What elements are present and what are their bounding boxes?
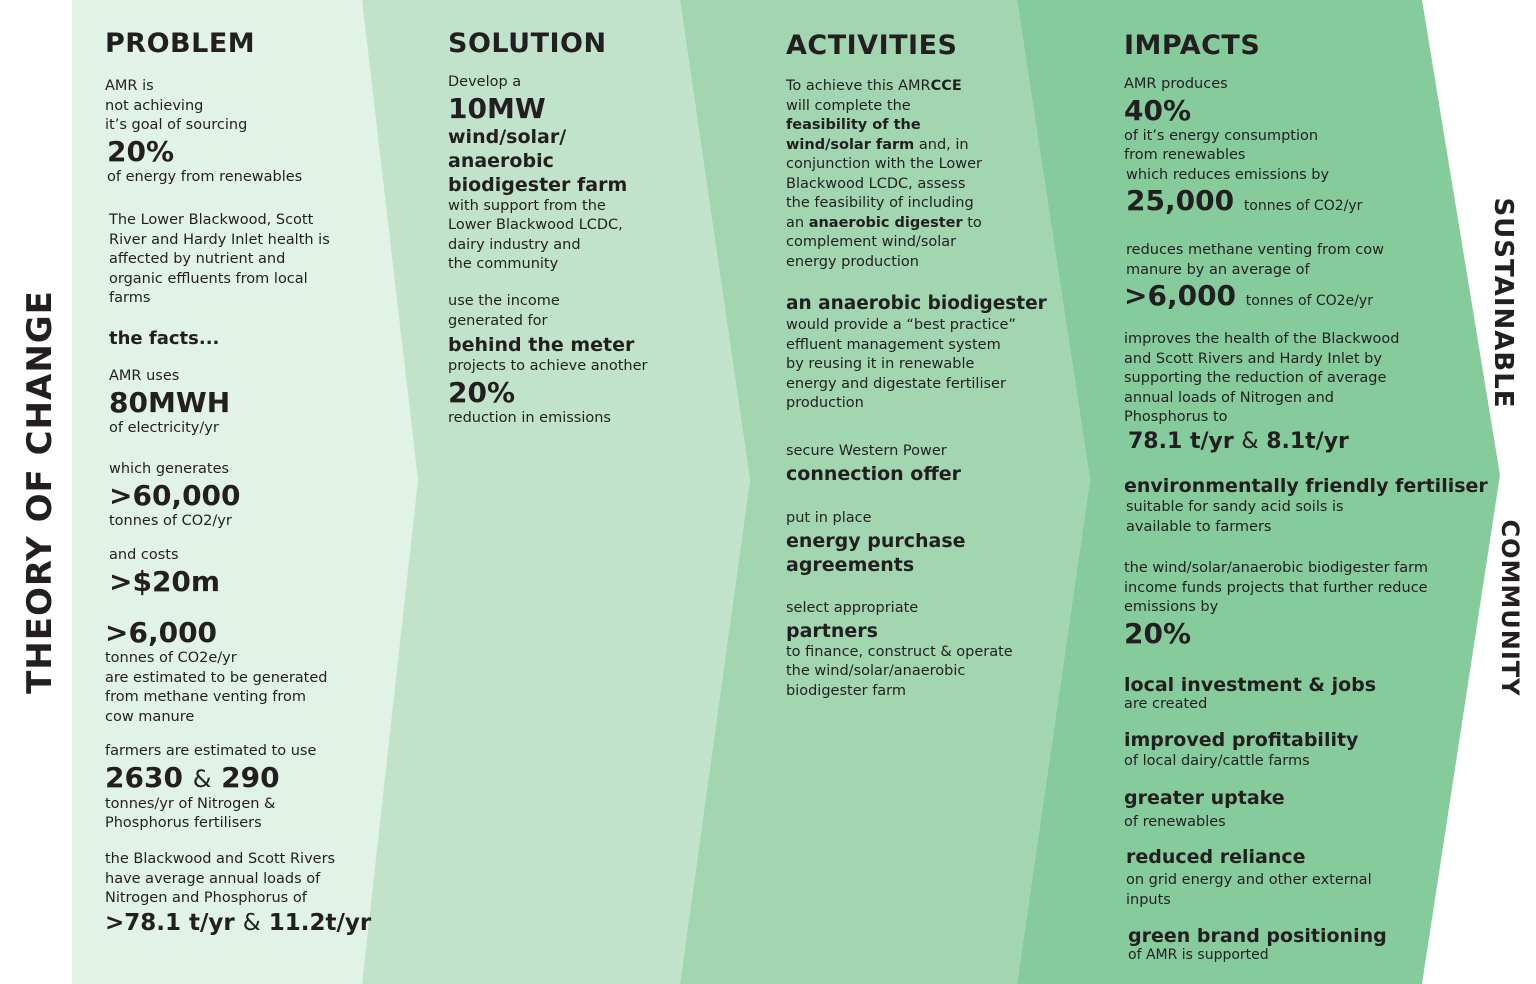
stat-8-1: 8.1t/yr <box>1266 428 1349 454</box>
stat-20-percent: 20% <box>448 375 516 409</box>
text-line: inputs <box>1126 891 1171 908</box>
biodigester-heading: an anaerobic biodigester <box>786 293 1047 314</box>
ampersand: & <box>242 909 261 936</box>
text-line: the community <box>448 256 559 272</box>
text-line: and Scott Rivers and Hardy Inlet by <box>1124 350 1382 367</box>
stat-25000 <box>1126 185 1362 222</box>
text-line: farmers are estimated to use <box>105 743 317 759</box>
text-line: of electricity/yr <box>109 419 219 436</box>
text-line: AMR uses <box>109 368 180 384</box>
text-line: the wind/solar/anaerobic biodigester farm <box>1124 560 1428 576</box>
text-line: which generates <box>109 461 230 477</box>
side-label-theory-of-change: THEORY OF CHANGE <box>20 290 60 694</box>
stat-health-loads <box>1128 428 1399 456</box>
text-line: emissions by <box>1124 599 1219 615</box>
stat-fertiliser <box>105 762 316 795</box>
problem-uses <box>109 367 230 438</box>
text-line: conjunction with the Lower <box>786 156 983 172</box>
text-part: to <box>962 214 982 231</box>
text-line: the feasibility of including <box>786 195 974 211</box>
brand-heading: green brand positioning <box>1128 925 1387 947</box>
behind-the-meter: behind the meter <box>448 334 635 356</box>
text-line: are created <box>1124 696 1208 712</box>
text-line: cow manure <box>105 708 195 725</box>
right-label-sustainable: SUSTAINABLE <box>1488 197 1518 409</box>
text-line: energy production <box>786 253 919 270</box>
text-line: it’s goal of sourcing <box>105 117 248 133</box>
text-line: of renewables <box>1124 814 1226 830</box>
text-line: and costs <box>109 547 179 563</box>
impacts-reliance <box>1126 845 1372 910</box>
text-part: To achieve this AMR <box>786 78 931 94</box>
text-line: Phosphorus to <box>1124 409 1228 425</box>
text-line: of energy from renewables <box>107 168 303 185</box>
impacts-produces <box>1124 75 1362 222</box>
text-part: and, in <box>914 136 969 153</box>
unit: tonnes of CO2/yr <box>1243 198 1363 214</box>
text-line: of local dairy/cattle farms <box>1124 753 1310 769</box>
text-line: improves the health of the Blackwood <box>1124 331 1400 347</box>
impacts-health <box>1124 330 1399 456</box>
text-line: agreements <box>786 553 915 576</box>
activities-partners <box>786 599 1013 701</box>
text-line: of AMR is supported <box>1128 947 1269 963</box>
stat-11-2: 11.2t/yr <box>268 909 372 936</box>
stat-6000-value: >6,000 <box>1124 279 1237 312</box>
text-line: from methane venting from <box>105 689 307 705</box>
uptake-heading: greater uptake <box>1124 787 1285 809</box>
text-line: feasibility of the <box>786 117 921 133</box>
facts-heading: the facts... <box>109 328 220 349</box>
text-line: by reusing it in renewable <box>786 356 975 372</box>
stat-20-percent: 20% <box>1124 616 1192 650</box>
right-label-community: COMMUNITY <box>1496 519 1524 697</box>
text-line: of it’s energy consumption <box>1124 127 1319 144</box>
problem-goal <box>105 77 302 187</box>
activities-title: ACTIVITIES <box>786 30 958 61</box>
unit: tonnes of CO2e/yr <box>1245 293 1373 309</box>
text-line: effluent management system <box>786 336 1001 353</box>
text-line: production <box>786 395 864 411</box>
impacts-methane <box>1126 241 1384 317</box>
text-line: organic effluents from local <box>109 270 308 287</box>
stat-20m: >$20m <box>109 564 221 598</box>
text-line <box>786 136 982 156</box>
solution-title: SOLUTION <box>448 28 607 59</box>
fertiliser-heading: environmentally friendly fertiliser <box>1124 475 1488 497</box>
text-line: use the income <box>448 293 560 309</box>
text-line: Blackwood LCDC, assess <box>786 175 966 192</box>
text-line: River and Hardy Inlet health is <box>109 231 330 248</box>
problem-methane <box>105 617 327 727</box>
text-line: secure Western Power <box>786 443 947 459</box>
text-line: biodigester farm <box>786 682 907 699</box>
text-part: an <box>786 214 809 231</box>
text-line: dairy industry and <box>448 236 581 253</box>
text-line <box>786 214 982 234</box>
text-line: available to farmers <box>1126 518 1272 535</box>
text-line: Nitrogen and Phosphorus of <box>105 890 307 906</box>
text-line: reduction in emissions <box>448 409 611 426</box>
stat-78-1: >78.1 t/yr <box>105 909 235 936</box>
stat-10mw: 10MW <box>448 91 546 125</box>
impacts-income <box>1124 559 1428 650</box>
text-line: reduces methane venting from cow <box>1126 242 1385 258</box>
text-line: AMR produces <box>1124 76 1228 92</box>
stat-25000-value: 25,000 <box>1126 184 1235 217</box>
impacts-profitability <box>1124 728 1358 772</box>
text-line: projects to achieve another <box>448 358 648 374</box>
impacts-brand <box>1128 924 1387 962</box>
text-line: suitable for sandy acid soils is <box>1126 499 1344 515</box>
text-line: would provide a “best practice” <box>786 317 1016 333</box>
text-line: complement wind/solar <box>786 234 957 250</box>
text-line: have average annual loads of <box>105 870 321 887</box>
stat-20-percent: 20% <box>107 134 175 168</box>
text-line: will complete the <box>786 97 911 114</box>
stat-6000 <box>1124 280 1384 317</box>
problem-rivers <box>105 850 371 937</box>
impacts-jobs <box>1124 673 1376 712</box>
stat-80mwh: 80MWH <box>109 385 231 419</box>
problem-health <box>109 211 330 309</box>
impacts-fertiliser <box>1124 474 1488 537</box>
text-line: energy purchase <box>786 529 966 552</box>
text-line: AMR is <box>105 78 154 94</box>
problem-generates <box>109 460 241 531</box>
ampersand: & <box>192 764 212 793</box>
activities-biodigester <box>786 292 1047 414</box>
text-line: generated for <box>448 312 548 329</box>
text-line: select appropriate <box>786 600 919 616</box>
text-line: Lower Blackwood LCDC, <box>448 217 623 233</box>
activities-feasibility <box>786 77 982 272</box>
text-line: Develop a <box>448 74 522 90</box>
text-line: tonnes of CO2e/yr <box>105 650 237 666</box>
text-line: not achieving <box>105 97 204 114</box>
text-part: anaerobic digester <box>808 214 963 231</box>
text-line: supporting the reduction of average <box>1124 370 1387 386</box>
reliance-heading: reduced reliance <box>1126 846 1306 868</box>
text-line: with support from the <box>448 197 606 214</box>
problem-title: PROBLEM <box>105 28 256 59</box>
text-line: annual loads of Nitrogen and <box>1124 389 1334 406</box>
text-part: wind/solar farm <box>786 136 915 153</box>
jobs-heading: local investment & jobs <box>1124 674 1377 696</box>
profitability-heading: improved profitability <box>1124 729 1359 751</box>
partners-heading: partners <box>786 619 878 642</box>
text-line: on grid energy and other external <box>1126 872 1372 888</box>
text-line: energy and digestate fertiliser <box>786 375 1006 392</box>
text-line: Phosphorus fertilisers <box>105 815 262 831</box>
text-line: income funds projects that further reduce <box>1124 579 1428 596</box>
activities-purchase <box>786 509 966 577</box>
solution-income <box>448 292 647 428</box>
text-line: from renewables <box>1124 147 1246 163</box>
stat-290: 290 <box>221 760 280 794</box>
text-line: The Lower Blackwood, Scott <box>109 212 314 228</box>
stat-6000: >6,000 <box>105 616 218 649</box>
impacts-uptake <box>1124 786 1285 833</box>
impacts-title: IMPACTS <box>1124 30 1261 61</box>
text-line: the Blackwood and Scott Rivers <box>105 851 336 867</box>
text-line: biodigester farm <box>448 173 628 196</box>
problem-fertiliser <box>105 742 316 834</box>
text-line: tonnes of CO2/yr <box>109 512 232 529</box>
text-line: farms <box>109 290 151 306</box>
text-line: which reduces emissions by <box>1126 166 1330 183</box>
text-line: wind/solar/ <box>448 125 567 148</box>
text-line: are estimated to be generated <box>105 669 328 686</box>
stat-40-percent: 40% <box>1124 93 1192 127</box>
text-line: anaerobic <box>448 149 554 172</box>
text-line: manure by an average of <box>1126 261 1310 278</box>
ampersand: & <box>1241 428 1259 454</box>
stat-78-1: 78.1 t/yr <box>1128 428 1234 454</box>
connection-offer: connection offer <box>786 462 962 485</box>
text-line: to finance, construct & operate <box>786 643 1013 660</box>
activities-western-power <box>786 442 961 486</box>
text-line: tonnes/yr of Nitrogen & <box>105 795 276 812</box>
stat-2630: 2630 <box>105 760 183 794</box>
text-part: CCE <box>930 78 962 94</box>
text-line: put in place <box>786 510 872 526</box>
text-line <box>786 77 982 97</box>
stat-river-loads <box>105 909 371 937</box>
problem-costs <box>109 546 220 598</box>
text-line: the wind/solar/anaerobic <box>786 663 966 679</box>
stat-60000: >60,000 <box>109 478 241 512</box>
solution-develop <box>448 73 627 275</box>
text-line: affected by nutrient and <box>109 251 286 267</box>
